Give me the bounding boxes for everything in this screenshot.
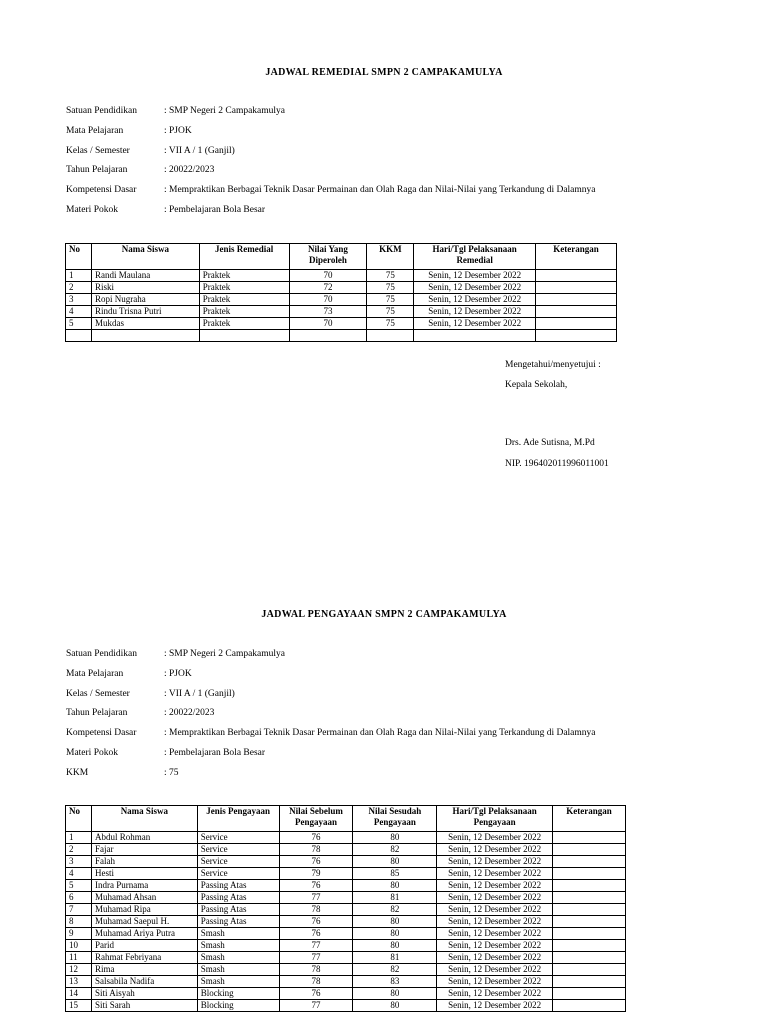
table-row <box>66 318 617 330</box>
table-cell: 76 <box>279 916 353 928</box>
table-cell: 73 <box>289 306 367 318</box>
table-cell: 85 <box>353 868 437 880</box>
table-cell: 80 <box>353 988 437 1000</box>
info-value: : VII A / 1 (Ganjil) <box>164 688 235 699</box>
table-cell <box>536 318 617 330</box>
table-cell: 76 <box>279 856 353 868</box>
table-cell: Fajar <box>91 844 197 856</box>
info-value: : 20022/2023 <box>164 708 215 719</box>
table-cell: 11 <box>66 952 92 964</box>
table-cell: Hesti <box>91 868 197 880</box>
table-cell: 1 <box>66 832 92 844</box>
table-cell <box>553 1000 626 1012</box>
table-cell <box>553 832 626 844</box>
table-row <box>66 832 626 844</box>
info-label: Kompetensi Dasar <box>66 728 137 739</box>
table-cell <box>553 880 626 892</box>
table-cell <box>553 940 626 952</box>
table-cell: 75 <box>367 294 414 306</box>
info-row <box>66 205 746 225</box>
table-cell: Senin, 12 Desember 2022 <box>437 952 553 964</box>
info-row <box>66 689 746 709</box>
col-header: Keterangan <box>536 244 617 270</box>
info-label: Kelas / Semester <box>66 688 130 699</box>
table-cell: Senin, 12 Desember 2022 <box>437 856 553 868</box>
col-header: Keterangan <box>553 806 626 832</box>
table-cell: Service <box>197 832 279 844</box>
table-row <box>66 294 617 306</box>
table-row <box>66 916 626 928</box>
info-label: Tahun Pelajaran <box>66 708 128 719</box>
info-value: : Pembelajaran Bola Besar <box>164 204 266 215</box>
table-row <box>66 940 626 952</box>
pengayaan-title: JADWAL PENGAYAAN SMPN 2 CAMPAKAMULYA <box>261 609 507 620</box>
info-label: Materi Pokok <box>66 747 118 758</box>
info-value: : 75 <box>164 767 179 778</box>
table-cell: Muhamad Saepul H. <box>91 916 197 928</box>
table-cell: 14 <box>66 988 92 1000</box>
table-cell: 13 <box>66 976 92 988</box>
table-cell: 83 <box>353 976 437 988</box>
table-cell: 2 <box>66 282 92 294</box>
table-cell: Senin, 12 Desember 2022 <box>437 868 553 880</box>
table-cell: 70 <box>289 270 367 282</box>
table-cell <box>553 892 626 904</box>
info-row <box>66 146 746 166</box>
table-cell: Senin, 12 Desember 2022 <box>414 270 536 282</box>
info-row <box>66 748 746 768</box>
table-cell <box>536 306 617 318</box>
table-cell: 80 <box>353 940 437 952</box>
table-cell: Senin, 12 Desember 2022 <box>437 988 553 1000</box>
table-cell: Smash <box>197 928 279 940</box>
table-cell: Blocking <box>197 988 279 1000</box>
table-cell: 80 <box>353 856 437 868</box>
table-cell: Mukdas <box>91 318 199 330</box>
table-cell <box>553 868 626 880</box>
table-cell: 75 <box>367 306 414 318</box>
table-cell: 76 <box>279 988 353 1000</box>
table-cell: 15 <box>66 1000 92 1012</box>
table-cell: 81 <box>353 952 437 964</box>
info-label: KKM <box>66 767 89 778</box>
info-label: Satuan Pendidikan <box>66 649 137 659</box>
table-cell <box>199 330 289 342</box>
signature-nip: NIP. 196402011996011001 <box>505 459 609 469</box>
table-cell: 7 <box>66 904 92 916</box>
table-cell: Salsabila Nadifa <box>91 976 197 988</box>
col-header: Nilai Sebelum Pengayaan <box>279 806 353 832</box>
table-cell: Senin, 12 Desember 2022 <box>414 294 536 306</box>
table-cell: Senin, 12 Desember 2022 <box>414 318 536 330</box>
table-cell: Service <box>197 844 279 856</box>
table-cell <box>553 916 626 928</box>
table-cell: 78 <box>279 844 353 856</box>
table-cell: Indra Purnama <box>91 880 197 892</box>
col-header: Jenis Remedial <box>199 244 289 270</box>
info-row <box>66 165 746 185</box>
table-row <box>66 330 617 342</box>
info-value: : SMP Negeri 2 Campakamulya <box>164 106 286 116</box>
table-cell: Service <box>197 856 279 868</box>
table-cell: 76 <box>279 880 353 892</box>
table-cell: 79 <box>279 868 353 880</box>
info-label: Kompetensi Dasar <box>66 185 137 196</box>
table-cell: 70 <box>289 294 367 306</box>
table-row <box>66 844 626 856</box>
table-cell <box>367 330 414 342</box>
table-cell: 5 <box>66 318 92 330</box>
remedial-title: JADWAL REMEDIAL SMPN 2 CAMPAKAMULYA <box>265 67 503 78</box>
table-cell: 72 <box>289 282 367 294</box>
info-value: : Mempraktikan Berbagai Teknik Dasar Permainan dan Olah Raga dan Nilai-Nilai yang Terkandung di Dalamnya <box>164 185 596 196</box>
table-cell: Senin, 12 Desember 2022 <box>437 880 553 892</box>
table-row <box>66 868 626 880</box>
table-cell: 78 <box>279 964 353 976</box>
info-label: Materi Pokok <box>66 204 118 215</box>
table-cell: 1 <box>66 270 92 282</box>
table-cell: Senin, 12 Desember 2022 <box>437 892 553 904</box>
table-row <box>66 976 626 988</box>
table-cell: Passing Atas <box>197 880 279 892</box>
table-cell: Muhamad Ariya Putra <box>91 928 197 940</box>
table-cell: Praktek <box>199 270 289 282</box>
table-cell: Service <box>197 868 279 880</box>
signature-title: Kepala Sekolah, <box>505 380 568 390</box>
table-cell <box>553 988 626 1000</box>
table-cell: Smash <box>197 952 279 964</box>
table-cell <box>536 282 617 294</box>
table-row <box>66 988 626 1000</box>
table-row <box>66 1000 626 1012</box>
table-cell: 12 <box>66 964 92 976</box>
info-label: Mata Pelajaran <box>66 125 124 136</box>
table-cell <box>91 330 199 342</box>
table-cell: 77 <box>279 1000 353 1012</box>
table-cell: Senin, 12 Desember 2022 <box>437 928 553 940</box>
info-row <box>66 768 746 788</box>
info-value: : VII A / 1 (Ganjil) <box>164 145 235 156</box>
table-cell: Falah <box>91 856 197 868</box>
table-cell: 77 <box>279 892 353 904</box>
table-cell: 78 <box>279 976 353 988</box>
table-cell: Senin, 12 Desember 2022 <box>437 976 553 988</box>
table-cell <box>536 270 617 282</box>
table-cell: 80 <box>353 928 437 940</box>
remedial-table <box>65 243 617 342</box>
info-value: : PJOK <box>164 668 192 679</box>
table-header-row <box>66 806 626 832</box>
table-cell <box>553 976 626 988</box>
table-cell: Rahmat Febriyana <box>91 952 197 964</box>
table-cell: 81 <box>353 892 437 904</box>
table-cell: 70 <box>289 318 367 330</box>
table-cell: 78 <box>279 904 353 916</box>
table-cell: Senin, 12 Desember 2022 <box>437 940 553 952</box>
table-cell: Ropi Nugraha <box>91 294 199 306</box>
table-cell: 80 <box>353 880 437 892</box>
info-value: : Pembelajaran Bola Besar <box>164 747 266 758</box>
table-cell: Smash <box>197 940 279 952</box>
table-cell <box>536 330 617 342</box>
table-cell: Siti Aisyah <box>91 988 197 1000</box>
table-cell: Senin, 12 Desember 2022 <box>437 904 553 916</box>
table-cell: Senin, 12 Desember 2022 <box>437 1000 553 1012</box>
table-cell <box>553 904 626 916</box>
table-row <box>66 904 626 916</box>
table-row <box>66 928 626 940</box>
table-cell: Senin, 12 Desember 2022 <box>414 282 536 294</box>
col-header: Nama Siswa <box>91 806 197 832</box>
table-cell: Passing Atas <box>197 892 279 904</box>
col-header: Hari/Tgl Pelaksanaan Pengayaan <box>437 806 553 832</box>
table-cell: Senin, 12 Desember 2022 <box>414 306 536 318</box>
table-cell <box>414 330 536 342</box>
info-row <box>66 728 746 748</box>
col-header: Nama Siswa <box>91 244 199 270</box>
table-cell: Praktek <box>199 318 289 330</box>
table-cell: 75 <box>367 282 414 294</box>
col-header: Hari/Tgl Pelaksanaan Remedial <box>414 244 536 270</box>
table-cell: 77 <box>279 952 353 964</box>
table-cell <box>289 330 367 342</box>
table-cell: Parid <box>91 940 197 952</box>
col-header: Jenis Pengayaan <box>197 806 279 832</box>
table-cell: Smash <box>197 976 279 988</box>
table-cell: Passing Atas <box>197 904 279 916</box>
table-cell: 4 <box>66 306 92 318</box>
table-cell: Riski <box>91 282 199 294</box>
table-cell: 76 <box>279 928 353 940</box>
info-value: : 20022/2023 <box>164 165 215 176</box>
table-cell <box>536 294 617 306</box>
table-cell: 80 <box>353 832 437 844</box>
table-cell: Muhamad Ahsan <box>91 892 197 904</box>
table-cell <box>553 928 626 940</box>
col-header: Nilai Yang Diperoleh <box>289 244 367 270</box>
table-cell: 76 <box>279 832 353 844</box>
table-cell: 82 <box>353 964 437 976</box>
remedial-info <box>66 106 746 225</box>
table-cell: Siti Sarah <box>91 1000 197 1012</box>
table-cell: Praktek <box>199 282 289 294</box>
table-cell: Blocking <box>197 1000 279 1012</box>
table-cell: 3 <box>66 294 92 306</box>
info-label: Satuan Pendidikan <box>66 106 137 116</box>
table-cell: Rindu Trisna Putri <box>91 306 199 318</box>
info-value: : Mempraktikan Berbagai Teknik Dasar Permainan dan Olah Raga dan Nilai-Nilai yang Terkandung di Dalamnya <box>164 728 596 739</box>
table-row <box>66 880 626 892</box>
col-header: No <box>66 244 92 270</box>
info-value: : SMP Negeri 2 Campakamulya <box>164 649 286 659</box>
info-row <box>66 649 746 669</box>
table-cell: 82 <box>353 844 437 856</box>
signature-approval: Mengetahui/menyetujui : <box>505 360 601 370</box>
table-row <box>66 892 626 904</box>
table-cell: 75 <box>367 270 414 282</box>
signature-name: Drs. Ade Sutisna, M.Pd <box>505 438 595 448</box>
info-row <box>66 185 746 205</box>
info-value: : PJOK <box>164 125 192 136</box>
table-cell: 80 <box>353 916 437 928</box>
table-cell: Passing Atas <box>197 916 279 928</box>
table-cell: 77 <box>279 940 353 952</box>
table-cell <box>553 856 626 868</box>
col-header: No <box>66 806 92 832</box>
table-cell: 3 <box>66 856 92 868</box>
table-cell: Abdul Rohman <box>91 832 197 844</box>
col-header: Nilai Sesudah Pengayaan <box>353 806 437 832</box>
table-cell <box>553 844 626 856</box>
table-cell: 75 <box>367 318 414 330</box>
info-row <box>66 708 746 728</box>
table-cell <box>553 952 626 964</box>
table-cell <box>553 964 626 976</box>
table-row <box>66 964 626 976</box>
col-header: KKM <box>367 244 414 270</box>
table-cell: 10 <box>66 940 92 952</box>
table-row <box>66 282 617 294</box>
table-cell: 6 <box>66 892 92 904</box>
table-cell: 9 <box>66 928 92 940</box>
table-cell: 2 <box>66 844 92 856</box>
table-row <box>66 952 626 964</box>
table-cell: Smash <box>197 964 279 976</box>
table-row <box>66 270 617 282</box>
table-cell: Praktek <box>199 306 289 318</box>
table-cell: Senin, 12 Desember 2022 <box>437 844 553 856</box>
info-row <box>66 669 746 689</box>
table-header-row <box>66 244 617 270</box>
table-cell: 4 <box>66 868 92 880</box>
table-cell: Senin, 12 Desember 2022 <box>437 916 553 928</box>
table-row <box>66 856 626 868</box>
table-cell: Rima <box>91 964 197 976</box>
table-cell: 8 <box>66 916 92 928</box>
table-cell: Randi Maulana <box>91 270 199 282</box>
pengayaan-table <box>65 805 626 1012</box>
table-cell: Senin, 12 Desember 2022 <box>437 964 553 976</box>
info-row <box>66 106 746 126</box>
table-row <box>66 306 617 318</box>
table-cell <box>66 330 92 342</box>
info-label: Tahun Pelajaran <box>66 165 128 176</box>
table-cell: Muhamad Ripa <box>91 904 197 916</box>
table-cell: 80 <box>353 1000 437 1012</box>
info-label: Kelas / Semester <box>66 145 130 156</box>
table-cell: 82 <box>353 904 437 916</box>
table-cell: Praktek <box>199 294 289 306</box>
table-cell: 5 <box>66 880 92 892</box>
info-label: Mata Pelajaran <box>66 668 124 679</box>
info-row <box>66 126 746 146</box>
pengayaan-info <box>66 649 746 788</box>
table-cell: Senin, 12 Desember 2022 <box>437 832 553 844</box>
